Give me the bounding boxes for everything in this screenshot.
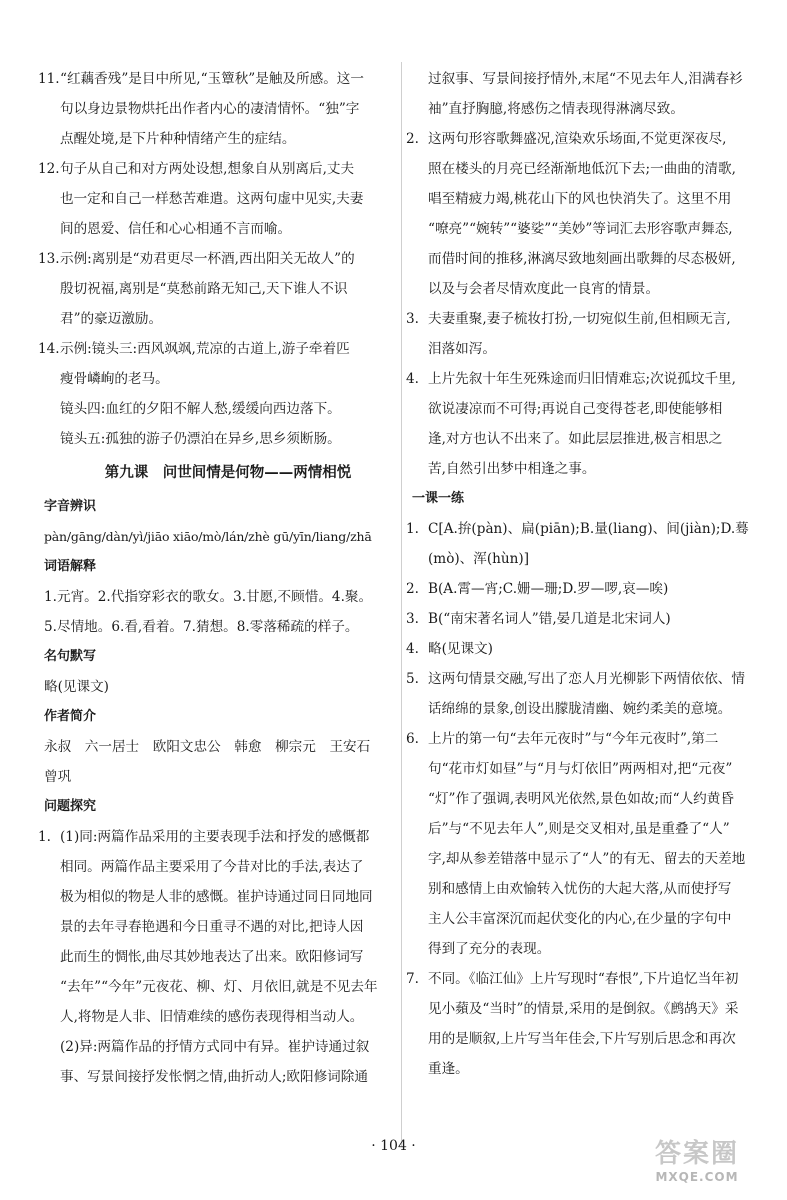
text-line: B(“南宋著名词人”错,晏几道是北宋词人) [428, 611, 671, 627]
watermark-logo-text: 答案圈 [654, 1139, 739, 1169]
item-number: 4. [406, 641, 419, 657]
text-line: B(A.霄—宵;C.姗—珊;D.罗—啰,哀—唉) [428, 581, 669, 597]
practice-item-5 [406, 664, 757, 724]
text-line: 镜头四:血红的夕阳不解人愁,缓缓向西边落下。 [60, 401, 341, 417]
text-line: 句“花市灯如昼”与“月与灯依旧”两两相对,把“元夜” [428, 761, 733, 777]
text-line: 上片的第一句“去年元夜时”与“今年元夜时”,第二 [428, 731, 719, 747]
text-line: 逢,对方也认不出来了。如此层层推进,极言相思之 [428, 431, 723, 447]
text-line: 唱至精疲力竭,桃花山下的风也快消失了。这里不用 [428, 191, 732, 207]
text-line: 殷切祝福,离别是“莫愁前路无知己,天下谁人不识 [60, 281, 348, 297]
section-heading-vocabulary: 词语解释 [44, 559, 97, 574]
text-line: (1)同:两篇作品采用的主要表现手法和抒发的感慨都 [60, 829, 370, 845]
text-line: 示例:镜头三:西风飒飒,荒凉的古道上,游子牵着匹 [60, 341, 350, 357]
practice-item-2 [406, 574, 757, 604]
section-heading-inquiry: 问题探究 [44, 799, 97, 814]
practice-item-7 [406, 964, 757, 1084]
text-line: (mò)、浑(hùn)] [428, 551, 530, 567]
inquiry-item-2 [406, 124, 757, 304]
text-line: 点醒处境,是下片种种情绪产生的症结。 [60, 131, 296, 147]
text-line: “灯”作了强调,表明风光依然,景色如故;而“人约黄昏 [428, 791, 734, 807]
column-divider [401, 62, 402, 1147]
text-line: 后”与“不见去年人”,则是交叉相对,虽是重叠了“人” [428, 821, 730, 837]
item-number: 11. [38, 71, 60, 87]
text-line: 这两句情景交融,写出了恋人月光柳影下两情依依、情 [428, 671, 745, 687]
pinyin-answers: pàn/gāng/dàn/yì/jiāo xiāo/mò/lán/zhè gū/yīn/liang/zhā [44, 529, 372, 544]
text-line: 袖”直抒胸臆,将感伤之情表现得淋漓尽致。 [428, 101, 684, 117]
text-line: 这两句形容歌舞盛况,渲染欢乐场面,不觉更深夜尽, [428, 131, 727, 147]
text-line: “去年”“今年”元夜花、柳、灯、月依旧,就是不见去年 [60, 979, 378, 995]
right-column [406, 64, 757, 1084]
answer-item-11 [38, 64, 392, 154]
text-line: “红藕香残”是目中所见,“玉簟秋”是触及所感。这一 [60, 71, 364, 87]
lesson-title: 第九课 问世间情是何物——两情相悦 [104, 465, 352, 481]
text-line: 间的恩爱、信任和心心相通不言而喻。 [60, 221, 292, 237]
text-line: 过叙事、写景间接抒情外,末尾“不见去年人,泪满春衫 [428, 71, 743, 87]
text-line: 苦,自然引出梦中相逢之事。 [428, 461, 596, 477]
item-number: 5. [406, 671, 419, 687]
text-line: 此而生的惆怅,曲尽其妙地表达了出来。欧阳修词写 [60, 949, 364, 965]
site-watermark [627, 1138, 767, 1194]
text-line: 照在楼头的月亮已经渐渐地低沉下去;一曲曲的清歌, [428, 161, 736, 177]
vocab-line: 5.尽情地。6.看,看着。7.猜想。8.零落稀疏的样子。 [44, 619, 359, 635]
text-line: 泪落如泻。 [428, 341, 496, 357]
text-line: 事、写景间接抒发怅惘之情,曲折动人;欧阳修词除通 [60, 1069, 368, 1085]
text-line: 见小蘋及“当时”的情景,采用的是倒叙。《鹧鸪天》采 [428, 1001, 739, 1017]
watermark-url: MXQE.COM [655, 1170, 739, 1184]
item-number: 1. [38, 829, 51, 845]
item-number: 1. [406, 521, 419, 537]
item-number: 2. [406, 131, 419, 147]
author-line: 永叔 六一居士 欧阳文忠公 韩愈 柳宗元 王安石 [44, 739, 371, 755]
text-line: 瘦骨嶙峋的老马。 [60, 371, 169, 387]
practice-item-4 [406, 634, 757, 664]
text-line: 重逢。 [428, 1061, 469, 1077]
text-line: 君”的豪迈激励。 [60, 311, 163, 327]
item-number: 4. [406, 371, 419, 387]
text-line: 用的是顺叙,上片写当年佳会,下片写别后思念和再次 [428, 1031, 736, 1047]
item-number: 7. [406, 971, 419, 987]
continued-text [412, 64, 757, 124]
text-line: 人,将物是人非、旧情难续的感伤表现得相当动人。 [60, 1009, 364, 1025]
text-line: 相同。两篇作品主要采用了今昔对比的手法,表达了 [60, 859, 364, 875]
item-number: 6. [406, 731, 419, 747]
vocab-line: 1.元宵。2.代指穿彩衣的歌女。3.甘愿,不顾惜。4.聚。 [44, 589, 373, 605]
text-line: 夫妻重聚,妻子梳妆打扮,一切宛似生前,但相顾无言, [428, 311, 731, 327]
inquiry-item-4 [406, 364, 757, 484]
text-line: 主人公丰富深沉而起伏变化的内心,在少量的字句中 [428, 911, 732, 927]
practice-item-6 [406, 724, 757, 964]
text-line: 极为相似的物是人非的感慨。崔护诗通过同日同地同 [60, 889, 373, 905]
text-line: “嘹亮”“婉转”“婆娑”“美妙”等词汇去形容歌声舞态, [428, 221, 733, 237]
section-heading-pronunciation: 字音辨识 [44, 499, 97, 514]
text-line: 话绵绵的景象,创设出朦胧清幽、婉约柔美的意境。 [428, 701, 732, 717]
item-number: 3. [406, 611, 419, 627]
text-line: 不同。《临江仙》上片写现时“春恨”,下片追忆当年初 [428, 971, 739, 987]
text-line: 略(见课文) [428, 641, 493, 657]
answer-item-14 [38, 334, 392, 454]
item-number: 2. [406, 581, 419, 597]
text-line: 上片先叙十年生死殊途而归旧情难忘;次说孤坟千里, [428, 371, 736, 387]
quote-answer: 略(见课文) [44, 679, 109, 695]
page-number: · 104 · [371, 1138, 416, 1154]
inquiry-item-1 [38, 822, 392, 1092]
section-heading-quotes: 名句默写 [44, 649, 97, 664]
text-line: 别和感情上由欢愉转入忧伤的大起大落,从而使抒写 [428, 881, 732, 897]
left-column [38, 64, 392, 1092]
item-number: 13. [38, 251, 60, 267]
section-heading-practice: 一课一练 [412, 491, 465, 506]
practice-item-3 [406, 604, 757, 634]
item-number: 14. [38, 341, 60, 357]
text-line: 也一定和自己一样愁苦难遣。这两句虚中见实,夫妻 [60, 191, 364, 207]
text-line: 句以身边景物烘托出作者内心的凄清情怀。“独”字 [60, 101, 360, 117]
text-line: 景的去年寻春艳遇和今日重寻不遇的对比,把诗人因 [60, 919, 364, 935]
inquiry-item-3 [406, 304, 757, 364]
text-line: 字,却从参差错落中显示了“人”的有无、留去的天差地 [428, 851, 746, 867]
answer-item-13 [38, 244, 392, 334]
text-line: 示例:离别是“劝君更尽一杯酒,西出阳关无故人”的 [60, 251, 355, 267]
answer-item-12 [38, 154, 392, 244]
author-line: 曾巩 [44, 769, 72, 785]
item-number: 12. [38, 161, 60, 177]
text-line: 句子从自己和对方两处设想,想象自从别离后,丈夫 [60, 161, 355, 177]
practice-item-1 [406, 514, 757, 574]
text-line: 以及与会者尽情欢度此一良宵的情景。 [428, 281, 660, 297]
text-line: (2)异:两篇作品的抒情方式同中有异。崔护诗通过叙 [60, 1039, 370, 1055]
section-heading-author: 作者简介 [44, 709, 97, 724]
text-line: 得到了充分的表现。 [428, 941, 551, 957]
text-line: 欲说凄凉而不可得;再说自己变得苍老,即使能够相 [428, 401, 723, 417]
text-line: 镜头五:孤独的游子仍漂泊在异乡,思乡须断肠。 [60, 431, 341, 447]
item-number: 3. [406, 311, 419, 327]
text-line: 而借时间的推移,淋漓尽致地刻画出歌舞的尽态极妍, [428, 251, 736, 267]
text-line: C[A.拚(pàn)、扁(piān);B.量(liang)、间(jiàn);D.蓦 [428, 521, 749, 537]
